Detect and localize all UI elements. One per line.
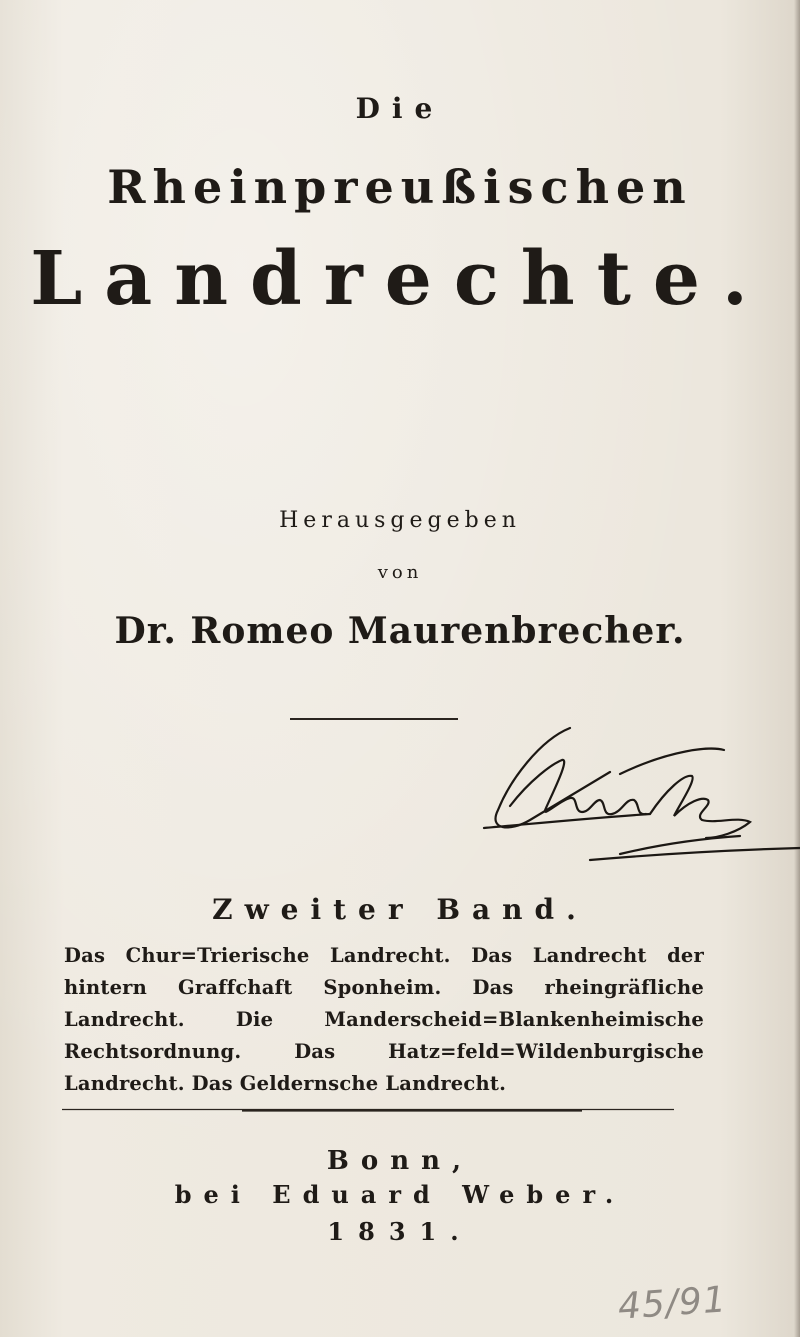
volume-label: Zweiter Band. [212, 893, 588, 926]
handwritten-signature [470, 720, 800, 870]
von-label: von [377, 562, 423, 583]
long-divider [62, 1108, 674, 1112]
short-divider [290, 718, 458, 720]
pencil-shelfmark: 45/91 [616, 1279, 729, 1328]
imprint-publisher: bei Eduard Weber. [174, 1180, 626, 1209]
title-line-landrechte: Landrechte. [30, 236, 770, 322]
imprint-place: Bonn, [326, 1146, 474, 1176]
volume-contents: Das Chur=Trierische Landrecht. Das Landrecht der hintern Graffchaft Sponheim. Das rheingräfliche Landrecht. Die Manderscheid=Blankenheimische Rechtsordnung. Das Hatz=feld=Wildenburgische Landrecht. Das Geldernsche Landrecht. [64, 944, 704, 1095]
author-name: Dr. Romeo Maurenbrecher. [114, 610, 686, 652]
herausgegeben-label: Herausgegeben [279, 508, 521, 533]
title-line-rheinpreussischen: Rheinpreußischen [107, 160, 693, 214]
imprint-year: 1831. [327, 1217, 473, 1246]
title-line-die: Die [355, 92, 445, 125]
